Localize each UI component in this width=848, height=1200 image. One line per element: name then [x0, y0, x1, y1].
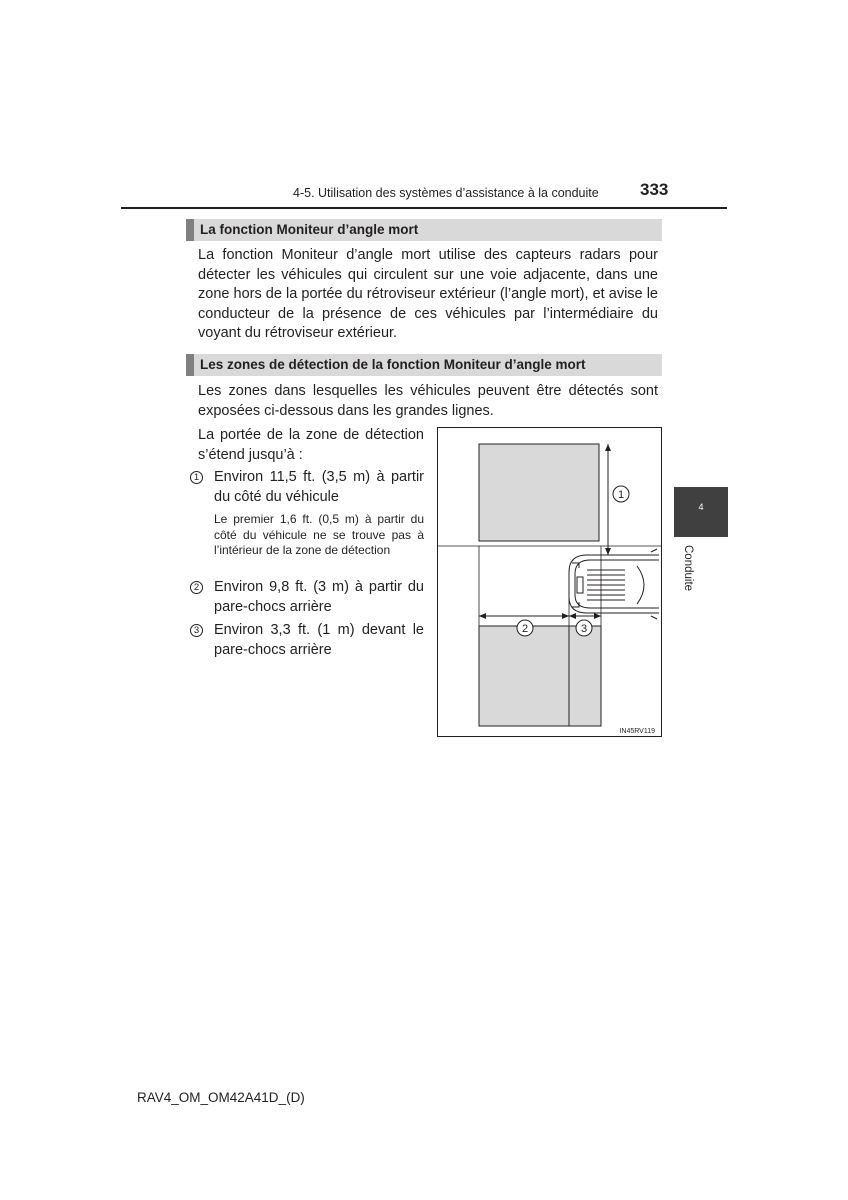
callout-3-icon	[576, 620, 592, 636]
detection-zone-diagram	[437, 427, 662, 737]
section-body-detection-zones: Les zones dans lesquelles les véhicules peuvent être détectés sont exposées ci-dessous dans les grandes lignes.	[198, 383, 658, 419]
callout-2-label: 2	[521, 623, 529, 635]
number-1-circle: 1	[190, 471, 203, 484]
upper-detection-zone	[479, 444, 599, 541]
detection-range-intro: La portée de la zone de détection s’étend jusqu’à :	[198, 427, 424, 463]
section-heading-detection-zones: Les zones de détection de la fonction Moniteur d’angle mort	[186, 354, 662, 376]
chapter-tab: 4	[674, 487, 728, 537]
lower-detection-zone	[479, 626, 601, 726]
number-3-circle: 3	[190, 624, 203, 637]
number-2-circle: 2	[190, 581, 203, 594]
page-number: 333	[640, 180, 669, 199]
callout-3-label: 3	[580, 623, 588, 635]
running-header-section: 4-5. Utilisation des systèmes d’assistance à la conduite	[293, 186, 599, 200]
list-item-zone-2	[190, 578, 424, 617]
header-rule	[121, 207, 727, 209]
footer-doc-code: RAV4_OM_OM42A41D_(D)	[137, 1090, 305, 1105]
list-item-zone-3	[190, 621, 424, 660]
figure-code: IN45RV119	[619, 728, 655, 735]
list-item-zone-1	[190, 468, 424, 507]
list-item-text: Environ 9,8 ft. (3 m) à partir du pare-chocs arrière	[214, 579, 424, 615]
section-body-blind-spot-function: La fonction Moniteur d’angle mort utilise des capteurs radars pour détecter les véhicules qui circulent sur une voie adjacente, dans une zone hors de la portée du rétroviseur extérieur (l’angle mort), et avise le conducteur de la présence de ces véhicules par l’intermédiaire du voyant du rétroviseur extérieur.	[198, 247, 658, 342]
section-heading-blind-spot-function: La fonction Moniteur d’angle mort	[186, 219, 662, 241]
callout-2-icon	[517, 620, 533, 636]
callout-1-icon	[613, 486, 629, 502]
list-item-text: Environ 3,3 ft. (1 m) devant le pare-chocs arrière	[214, 622, 424, 658]
detection-note: Le premier 1,6 ft. (0,5 m) à partir du côté du véhicule ne se trouve pas à l’intérieur de la zone de détection	[214, 512, 424, 558]
list-item-text: Environ 11,5 ft. (3,5 m) à partir du côté du véhicule	[214, 469, 424, 505]
callout-1-label: 1	[617, 489, 625, 501]
chapter-tab-label: Conduite	[682, 545, 694, 592]
